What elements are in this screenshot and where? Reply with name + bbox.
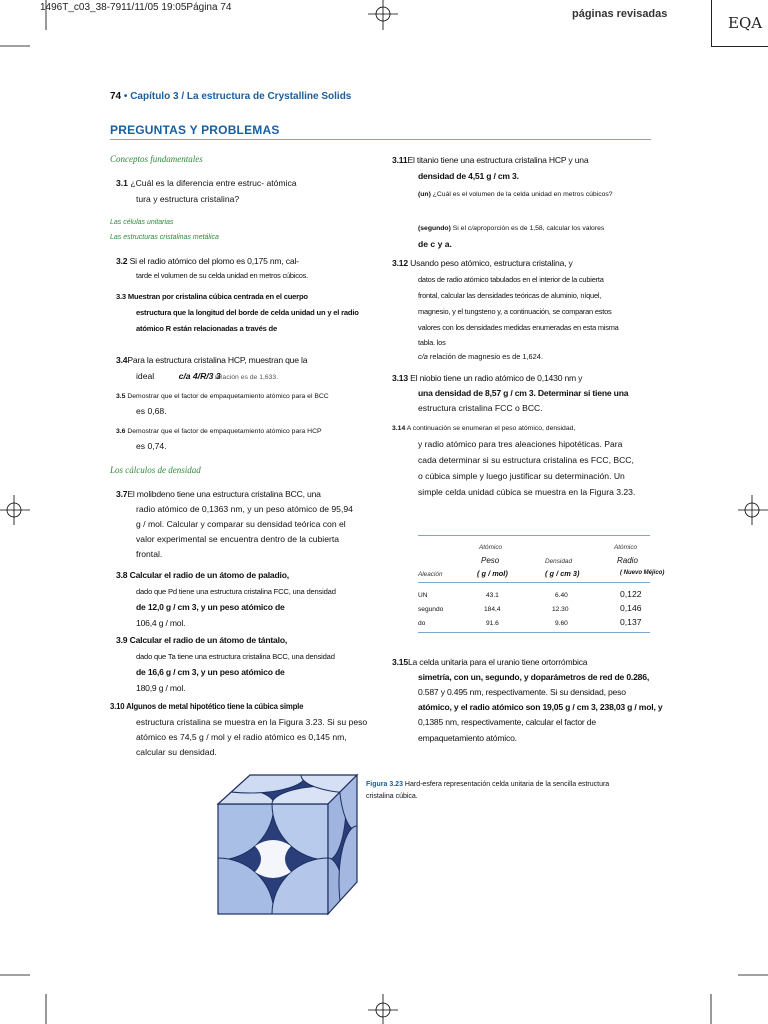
table-row-c-weight: 91.6 <box>486 620 499 627</box>
question-text-line: 180,9 g / mol. <box>136 683 186 693</box>
question-text-line: atómico R están relacionadas a través de <box>136 324 277 333</box>
question-number: 3.5 <box>116 393 126 400</box>
question-text-line: magnesio, y el tungsteno y, a continuación, se comparan estos <box>418 307 612 316</box>
question-text-line: estructura cristalina FCC o BCC. <box>418 403 543 413</box>
col-density-unit: ( g / cm 3) <box>545 569 580 578</box>
question-3-1 <box>116 176 297 191</box>
question-text-line: de c y a. <box>418 239 452 249</box>
question-3-11 <box>392 153 588 168</box>
question-text-line: una densidad de 8,57 g / cm 3. Determinar si tiene una <box>418 388 629 398</box>
question-text-line: de 12,0 g / cm 3, y un peso atómico de <box>136 602 285 612</box>
col-radius-top: Atómico <box>614 544 638 551</box>
page-number: 74 <box>110 91 122 102</box>
question-number: 3.13 <box>392 373 408 383</box>
question-number: 3.1 <box>116 178 128 188</box>
part-label: (segundo) <box>418 225 451 232</box>
question-text-line: empaquetamiento atómico. <box>418 733 517 743</box>
question-3-2 <box>116 254 299 269</box>
question-text-line: atómico es 74,5 g / mol y el radio atómico es 0,145 nm, <box>136 732 347 742</box>
question-text-line: atómico, y el radio atómico son 19,05 g / cm 3, 238,03 g / mol, y <box>418 702 663 712</box>
question-text: A continuación se enumeran el peso atómico, densidad, <box>406 425 576 432</box>
col-density-mid: Densidad <box>545 558 573 565</box>
question-3-14 <box>392 425 575 432</box>
col-radius-unit: ( Nuevo Méjico) <box>620 570 665 576</box>
question-text-line: de 16,6 g / cm 3, y un peso atómico de <box>136 667 285 677</box>
question-3-7 <box>116 487 321 502</box>
question-text-line: frontal. <box>136 549 163 559</box>
question-text-line: es 0,74. <box>136 441 167 451</box>
question-text-line: densidad de 4,51 g / cm 3. <box>418 171 519 181</box>
question-3-12 <box>392 256 573 271</box>
question-number: 3.11 <box>392 155 408 165</box>
question-text: ideal <box>136 371 155 381</box>
col-alloy: Aleación <box>418 571 443 578</box>
question-text-line: 0,1385 nm, respectivamente, calcular el factor de <box>418 717 596 727</box>
part-label: (un) <box>418 191 431 198</box>
question-text-line: estructura que la longitud del borde de celda unidad un y el radio <box>136 308 359 317</box>
table-bottom-rule <box>418 632 650 633</box>
question-text: Algunos de metal hipotético tiene la cúbica simple <box>126 702 304 711</box>
question-number: 3.12 <box>392 258 408 268</box>
question-3-10 <box>110 699 303 714</box>
table-row-c-density: 9.60 <box>555 620 568 627</box>
subsection-heading: Los cálculos de densidad <box>110 465 201 475</box>
question-text-line: 0.587 y 0.495 nm, respectivamente. Si su densidad, peso <box>418 687 626 697</box>
question-text-line: g / mol. Calcular y comparar su densidad teórica con el <box>136 519 346 529</box>
col-weight-mid: Peso <box>481 556 500 565</box>
question-3-13 <box>392 371 582 386</box>
question-3-15 <box>392 655 587 670</box>
table-row-c-alloy: do <box>418 620 426 627</box>
question-text: proporción es de 1,58, calcular los valores <box>476 225 605 232</box>
corner-mark: EQA <box>728 14 763 32</box>
figure-caption-line2: cristalina cúbica. <box>366 793 418 800</box>
table-top-rule <box>418 535 650 536</box>
formula: c/a <box>467 225 477 232</box>
hard-sphere-cube-figure <box>215 772 360 918</box>
question-3-5 <box>116 393 329 400</box>
figure-label: Figura 3.23 <box>366 781 403 788</box>
question-number: 3.8 <box>116 570 128 580</box>
question-number: 3.14 <box>392 425 406 432</box>
question-text-line: tarde el volumen de su celda unidad en metros cúbicos. <box>136 271 309 280</box>
question-text-line <box>418 349 543 364</box>
question-3-9 <box>116 633 287 648</box>
table-row-b-density: 12.30 <box>552 606 569 613</box>
table-row-b-weight: 184,4 <box>484 606 501 613</box>
slug-line: 1496T_c03_38-7911/11/05 19:05Página 74 <box>40 2 232 13</box>
question-text: Calcular el radio de un átomo de paladio, <box>129 570 289 580</box>
question-3-11a <box>418 191 613 198</box>
question-text: Calcular el radio de un átomo de tántalo, <box>129 635 288 645</box>
question-text: El niobio tiene un radio atómico de 0,1430 nm y <box>410 373 583 383</box>
table-row-c-radius: 0,137 <box>620 617 642 627</box>
question-text-line: dado que Ta tiene una estructura cristalina BCC, una densidad <box>136 652 335 661</box>
running-head-bullet: • <box>123 91 128 102</box>
question-text-line: simple celda unidad cúbica se muestra en la Figura 3.23. <box>418 487 636 497</box>
question-number: 3.2 <box>116 256 128 266</box>
question-number: 3.4 <box>116 355 128 365</box>
question-text: El titanio tiene una estructura cristalina HCP y una <box>407 155 589 165</box>
question-3-6 <box>116 428 322 435</box>
running-head-title: Capítulo 3 / La estructura de Crystalline Solids <box>130 91 352 102</box>
question-text-line: tabla. los <box>418 338 446 347</box>
question-3-4-line2 <box>136 369 278 385</box>
question-text: Usando peso atómico, estructura cristalina, y <box>410 258 573 268</box>
table-row-a-density: 6.40 <box>555 592 568 599</box>
question-text: La celda unitaria para el uranio tiene ortorrómbica <box>407 657 588 667</box>
table-row-a-radius: 0,122 <box>620 589 642 599</box>
question-text-line: datos de radio atómico tabulados en el interior de la cubierta <box>418 275 604 284</box>
question-text-line: y radio atómico para tres aleaciones hipotéticas. Para <box>418 439 623 449</box>
col-weight-unit: ( g / mol) <box>477 569 508 578</box>
table-row-b-radius: 0,146 <box>620 603 642 613</box>
subsection-heading: Conceptos fundamentales <box>110 154 203 164</box>
question-text: Para la estructura cristalina HCP, muestran que la <box>127 355 308 365</box>
question-number: 3.10 <box>110 702 125 711</box>
question-text-line: dado que Pd tiene una estructura cristalina FCC, una densidad <box>136 587 336 596</box>
formula: c/a <box>418 352 428 361</box>
question-text: Muestran por cristalina cúbica centrada en el cuerpo <box>127 292 308 301</box>
question-text-line: radio atómico de 0,1363 nm, y un peso atómico de 95,94 <box>136 504 353 514</box>
col-weight-top: Atómico <box>479 544 503 551</box>
question-3-11b <box>418 225 604 232</box>
question-text: El molibdeno tiene una estructura cristalina BCC, una <box>127 489 321 499</box>
question-number: 3.9 <box>116 635 128 645</box>
question-text-line: estructura cristalina se muestra en la Figura 3.23. Si su peso <box>136 717 368 727</box>
question-text: Demostrar que el factor de empaquetamiento atómico para el BCC <box>127 393 329 400</box>
question-text-line: es 0,68. <box>136 406 167 416</box>
question-text: relación de magnesio es de 1,624. <box>429 352 543 361</box>
question-number: 3.15 <box>392 657 408 667</box>
table-header-rule <box>418 582 650 583</box>
question-text-line: calcular su densidad. <box>136 747 217 757</box>
question-text-line: valores con los densidades medidas enumeradas en esta misma <box>418 323 619 332</box>
question-text-line: cada determinar si su estructura cristalina es FCC, BCC, <box>418 455 634 465</box>
running-head <box>110 91 351 102</box>
question-3-3 <box>116 289 308 304</box>
question-3-8 <box>116 568 289 583</box>
revision-label: páginas revisadas <box>572 8 668 20</box>
margin-note: Las células unitarias <box>110 219 174 226</box>
question-text: Si el radio atómico del plomo es 0,175 nm, cal- <box>129 256 299 266</box>
section-rule <box>110 139 651 140</box>
col-radius-mid: Radio <box>617 556 638 565</box>
table-row-a-weight: 43.1 <box>486 592 499 599</box>
question-text-line: valor experimental se encuentra dentro de la cubierta <box>136 534 340 544</box>
question-text-line: 106,4 g / mol. <box>136 618 186 628</box>
question-text: Si el <box>452 225 466 232</box>
question-text: relación es de 1,633. <box>215 374 279 381</box>
table-row-a-alloy: UN <box>418 592 428 599</box>
figure-caption-line1: Hard-esfera representación celda unitaria de la sencilla estructura <box>404 781 610 788</box>
question-text: ¿Cuál es la diferencia entre estruc- atómica <box>130 178 297 188</box>
question-3-4 <box>116 353 307 368</box>
question-text-line: tura y estructura cristalina? <box>136 194 240 204</box>
figure-caption <box>366 779 656 803</box>
section-title: PREGUNTAS Y PROBLEMAS <box>110 123 280 137</box>
question-number: 3.3 <box>116 292 126 301</box>
question-number: 3.7 <box>116 489 128 499</box>
question-text-line: o cúbica simple y luego justificar su determinación. Un <box>418 471 625 481</box>
formula: c/a 4/R/3 3 <box>178 371 221 381</box>
question-text-line: frontal, calcular las densidades teóricas de aluminio, níquel, <box>418 291 602 300</box>
table-row-b-alloy: segundo <box>418 606 444 613</box>
question-number: 3.6 <box>116 428 126 435</box>
question-text: Demostrar que el factor de empaquetamiento atómico para HCP <box>127 428 322 435</box>
question-text-line: simetría, con un, segundo, y doparámetros de red de 0.286, <box>418 672 650 682</box>
question-text: ¿Cuál es el volumen de la celda unidad en metros cúbicos? <box>432 191 613 198</box>
margin-note: Las estructuras cristalinas metálica <box>110 234 219 241</box>
